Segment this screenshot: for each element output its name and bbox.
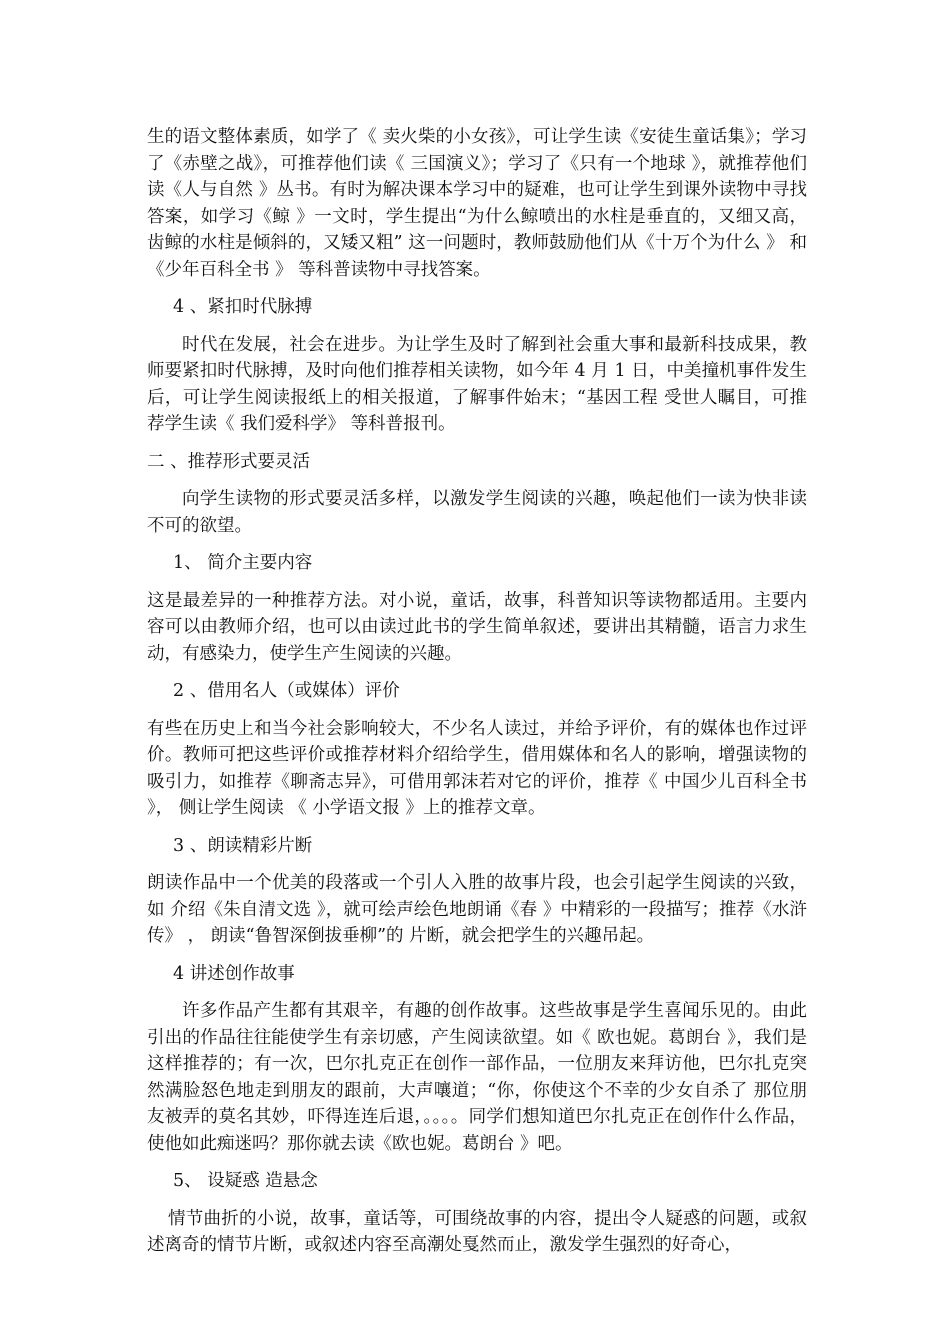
heading-read-excerpts: 3 、朗读精彩片断 [173,835,313,856]
heading-creation-story: 4 讲述创作故事 [173,963,295,984]
document-body [147,124,807,1270]
heading-celebrity-review: 2 、借用名人（或媒体）评价 [173,681,400,701]
heading-suspense: 5、 设疑惑 造悬念 [173,1171,318,1191]
section-heading-flexible-forms: 二 、推荐形式要灵活 [147,451,311,472]
paragraph-recommend-by-lesson: 生的语文整体素质，如学了《 卖火柴的小女孩》，可让学生读《安徒生童话集》；学习了《赤壁之战》，可推荐他们读《 三国演义》；学习了《只有一个地球 》，就推荐他们读《人与自然 》丛书。有时为解决课本学习中的疑难，也可让学生到课外读物中寻找答案，如学习《鲸 》一文时，学生提出“为什么鲸喷出的水柱是垂直的，又细又高，齿鲸的水柱是倾斜的，又矮又粗” 这一问题时，教师鼓励他们从《十万个为什么 》 和 《少年百科全书 》 等科普读物中寻找答案。 [147,127,807,280]
paragraph-read-excerpts: 朗读作品中一个优美的段落或一个引人入胜的故事片段，也会引起学生阅读的兴致，如 介绍《朱自清文选 》，就可绘声绘色地朗诵《春 》中精彩的一段描写；推荐《水浒传》 ， 朗读“鲁智深倒拔垂柳”的 片断，就会把学生的兴趣吊起。 [147,873,807,946]
heading-follow-the-times: 4 、紧扣时代脉搏 [173,297,313,317]
heading-introduce-content: 1、 简介主要内容 [173,553,313,573]
paragraph-celebrity-review: 有些在历史上和当今社会影响较大，不少名人读过，并给予评价，有的媒体也作过评价。教师可把这些评价或推荐材料介绍给学生，借用媒体和名人的影响，增强读物的吸引力，如推荐《聊斋志异》，可借用郭沫若对它的评价，推荐《 中国少儿百科全书 》， 侧让学生阅读 《 小学语文报 》上的推荐文章。 [147,718,807,818]
paragraph-follow-the-times: 时代在发展，社会在进步。为让学生及时了解到社会重大事和最新科技成果，教师要紧扣时代脉搏，及时向他们推荐相关读物，如今年 4 月 1 日，中美撞机事件发生后，可让学生阅读报纸上的相关报道，了解事件始末；“基因工程 受世人瞩目，可推荐学生读《 我们爱科学》 等科普报刊。 [147,334,807,434]
paragraph-suspense: 情节曲折的小说，故事，童话等，可围绕故事的内容，提出令人疑惑的问题，或叙述离奇的情节片断，或叙述内容至高潮处戛然而止，激发学生强烈的好奇心， [147,1208,807,1255]
paragraph-introduce-content: 这是最差异的一种推荐方法。对小说，童话，故事，科普知识等读物都适用。主要内容可以由教师介绍，也可以由读过此书的学生简单叙述，要讲出其精髓，语言力求生动，有感染力，使学生产生阅读的兴趣。 [147,590,807,664]
paragraph-flexible-forms: 向学生读物的形式要灵活多样，以激发学生阅读的兴趣，唤起他们一读为快非读不可的欲望。 [147,489,807,536]
paragraph-creation-story: 许多作品产生都有其艰辛，有趣的创作故事。这些故事是学生喜闻乐见的。由此引出的作品往往能使学生有亲切感，产生阅读欲望。如《 欧也妮。葛朗台 》，我们是这样推荐的；有一次，巴尔扎克正在创作一部作品，一位朋友来拜访他，巴尔扎克突然满脸怒色地走到朋友的跟前，大声嚷道；“你，你使这个不幸的少女自杀了 那位朋友被弄的莫名其妙，吓得连连后退，。。。。同学们想知道巴尔扎克正在创作什么作品，使他如此痴迷吗？那你就去读《欧也妮。葛朗台 》吧。 [147,1001,807,1154]
